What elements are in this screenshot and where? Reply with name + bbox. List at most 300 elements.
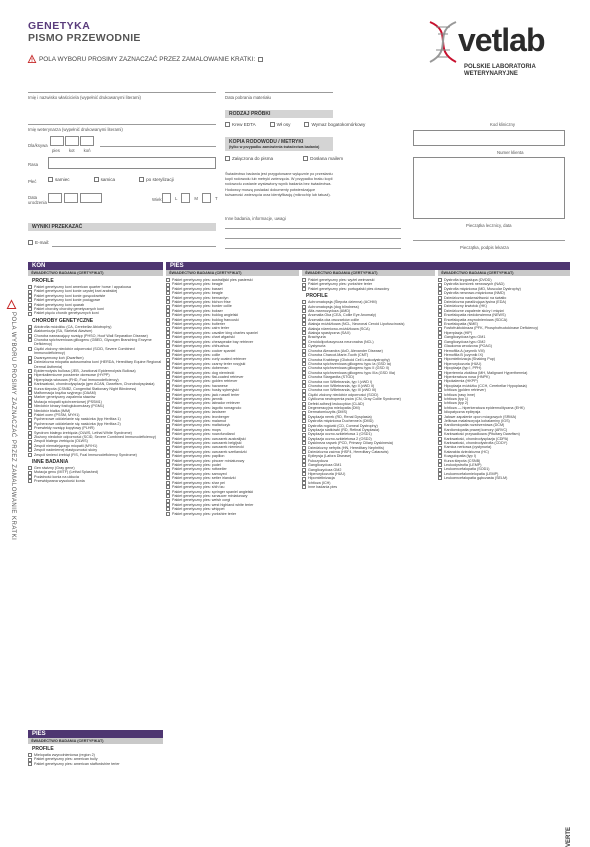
result-email-option[interactable]: E-mail: (28, 240, 49, 245)
test-item-label: Pakiet genetyczny pies: buldog angielski (172, 313, 239, 318)
test-item-label: Ichtioza — hiperkeratoza epidermolityczna (EHK) (444, 405, 525, 410)
test-item[interactable] (28, 338, 163, 347)
checkbox-icon[interactable] (48, 177, 53, 182)
pet-name-line[interactable] (100, 146, 216, 147)
clinic-code-label: Kod kliniczny (490, 122, 516, 127)
dog-bottom-header: PIES (28, 730, 163, 738)
test-item-label: Pakiet genetyczny pies: beagle (172, 291, 223, 296)
dog-column-2 (302, 270, 435, 830)
test-item[interactable] (28, 360, 163, 369)
test-item-label: Malformacja krążka szyjnego (OAAM) (34, 390, 96, 395)
form-subtitle: PISMO PRZEWODNIE (28, 32, 141, 44)
test-item-label: Pakiet genetyczny pies: american staffordshire terier (34, 761, 120, 766)
test-item-label: Hipomielinizacja (Shaking Pup) (444, 357, 496, 362)
test-item-label: Pakiet genetyczny pies: wyżeł weimarski (308, 278, 375, 282)
result-delivery-header: WYNIKI PRZEKAZAĆ (28, 223, 216, 231)
test-item-label: Pakiet genetyczny pies: yorkshire terier (172, 511, 237, 516)
test-item-label: Pakiet genetyczny pies: jamnik (172, 396, 223, 401)
test-item-label: Hemofilia A (czynnik VIII) (444, 348, 485, 353)
test-item[interactable] (302, 485, 435, 489)
test-item-label: Pakiet genetyczny pies: buldog francuski (172, 317, 239, 322)
test-item-label: Hipokalemia (HKPP) (444, 379, 478, 384)
sample-type-options (225, 122, 365, 127)
test-item-label: Dysplazja oczno-szkieletowa 1 (OSD1) (308, 432, 372, 437)
horse-other-heading: INNE BADANIA (32, 459, 69, 466)
test-item-label: Kurza ślepota (CSNB) (444, 458, 481, 463)
test-item-label: Dziedziczny krwiotok (HK) (444, 304, 487, 309)
test-item-label: Pakiet genetyczny pies: jack russell terier (172, 392, 240, 397)
test-item-label: Kardiomiopatia rozstrzeniowa (DCM) (444, 423, 505, 428)
sex-male-option[interactable]: samiec (48, 177, 70, 182)
owner-name-label: Imię i nazwisko właściciela (wypełnić drukowanymi literami) (28, 95, 141, 100)
test-item-label: Kamica nerkowa (cystynuria) (444, 445, 492, 450)
test-item-label: Encefalopatia niedokrwienna (NEWS) (444, 313, 506, 318)
test-item-label: Pakiet genetyczny pies: maltańczyk (172, 423, 231, 428)
test-item-label: Pakiet choroby choroby genetycznych koni (34, 307, 104, 312)
dob-boxes[interactable] (48, 193, 102, 203)
dog-bottom-list (28, 753, 163, 766)
test-item-label: Pakiet genetyczny pies: american bully (34, 757, 98, 762)
vet-name-line[interactable] (28, 124, 216, 125)
dna-helix-icon (424, 20, 462, 64)
test-item-label: Dziedziczna nadwrażliwość na światło (444, 295, 507, 300)
test-item-label: Choroba spichrzeniowa glikogenu typu Ia (GSD Ia) (308, 361, 392, 366)
pedigree-copy-header: KOPIA RODOWODU / METRYKI (tylko w przypadku zamówienia świadectwa badania) (225, 137, 333, 151)
dog-col2-list (302, 300, 435, 489)
test-item-label: Przewidywana wysokość konia (34, 479, 85, 484)
form-title: GENETYKA (28, 20, 91, 32)
test-item-label: Karłowatość, chondrodysplazja (CDPA) (444, 436, 509, 441)
test-item-label: Ichtioza (golden retriever) (444, 388, 486, 393)
test-item-label: Ciężki złożony niedobór odporności (SCID) (308, 392, 379, 397)
checkbox-icon[interactable] (28, 360, 32, 364)
vertical-instruction (7, 300, 17, 680)
sample-checkbox-icon (258, 57, 263, 62)
test-item-label: Dziedziczna zaćma (HSF4, Hereditary Cataracts) (308, 450, 389, 455)
test-item-label: Gen siwizny (Gray gene) (34, 466, 75, 471)
test-item[interactable] (438, 476, 570, 480)
test-item-label: Dystrofia nerwowo-mięśniowa (NMD) (444, 291, 505, 296)
test-item-label: Pakiet genetyczny koni konie pociągowe (34, 298, 101, 303)
test-item-label: Choroba spichrzeniowa glikogenu typu IIIa (GSD IIIa) (308, 370, 396, 375)
test-item-label: Ceroidolipofuscynoza neuronalna (NCL) (308, 339, 374, 344)
test-item-label: Pakiet genetyczny pies: curly coated retriever (172, 357, 247, 362)
checkbox-icon[interactable] (28, 762, 32, 766)
test-item-label: Inne badania pies (308, 485, 338, 490)
test-item-label: Mielopatia zwyrodnieniowa (region 2) (34, 753, 95, 757)
test-item-label: Alfa-mannozydoza (AMD) (308, 309, 351, 314)
test-item[interactable] (28, 311, 163, 315)
test-item-label: Hiperurykozuria (HUU) (444, 361, 482, 366)
sample-edta-option[interactable]: Krew EDTA (225, 122, 256, 127)
checkbox-icon[interactable] (28, 240, 33, 245)
test-item-label: Pakiet genetyczny pies: bokser (172, 308, 223, 313)
age-boxes[interactable]: L M T (162, 193, 218, 203)
test-item-label: Pakiet genetyczny pies: whippet (172, 507, 225, 512)
test-item-label: Złożony niedobór odporności (SCID, Severe Combined Immunodeficiency) (34, 435, 156, 439)
brand-wordmark: vetlab (458, 22, 545, 58)
test-item-label: Pakiet genetyczny pies: owczarek australijski (172, 436, 246, 441)
test-item-label: Hemofilia B (czynnik IX) (444, 352, 484, 357)
test-item-label: Hiperplazja (HIP) (444, 330, 473, 335)
test-item-label: Defekt adhezji leukocytów (CLAD) (308, 401, 364, 406)
checkbox-icon[interactable] (94, 177, 99, 182)
test-item-label: Choroba von Willebranda, typ II (vWD II) (308, 383, 375, 388)
client-number-label: Numer klienta (497, 150, 524, 155)
test-item-label: Pakiet genetyczny pies: landseer (172, 410, 226, 415)
breed-label: Rasa (28, 162, 39, 167)
test-item-label: Choroba spichrzeniowa glikogenu (GBED, Glycogen Branching Enzyme Deficiency) (34, 338, 152, 347)
clinic-stamp-field[interactable] (413, 157, 565, 219)
checkbox-icon[interactable] (28, 347, 32, 351)
test-item-label: Pakiet genetyczny koni quarab (34, 302, 85, 307)
test-item-label: Pakiet genetyczny pies: chesapeake bay retriever (172, 339, 254, 344)
test-item-label: Pakiet genetyczny pies: malamut (172, 419, 226, 423)
test-item-label: Hiperplazja włosowa (FHD, Foal Immunodeficiency) (34, 377, 119, 382)
test-item-label: Gangliozydoza GM1 (308, 463, 342, 468)
test-item-label: Leukoencefalopatia (SOD1) (444, 467, 490, 472)
pedigree-copy-options (225, 156, 343, 161)
test-item-label: Alaktomiozja (SA, Skeletal Atavism) (34, 329, 93, 334)
test-item-label: Choroba Charcot-Marie-Tooth (CMT) (308, 353, 369, 358)
age-box-3[interactable] (202, 193, 211, 203)
test-item-label: Karłowatość przysadkowa (Pituitary Dwarfism) (444, 432, 520, 437)
pet-name-boxes[interactable] (50, 136, 94, 146)
checkbox-icon[interactable] (304, 122, 309, 127)
test-item-label: Choroba von Willebranda, typ I (vWD I) (308, 379, 373, 384)
checkbox-icon[interactable] (270, 122, 275, 127)
test-item-label: Pakiet genetyczny pies: shih tzu (172, 485, 225, 490)
horse-profiles-list (28, 285, 163, 316)
test-item-label: Abiotrofia móżdżku (CA, Cerebellar Abiotrophy) (34, 324, 112, 329)
checkbox-icon[interactable] (166, 512, 170, 516)
test-item-label: Pakiet genetyczny pies: basset (172, 286, 223, 291)
checkbox-icon[interactable] (225, 156, 230, 161)
clinic-stamp-label: Pieczątka lecznicy, data (466, 223, 512, 228)
test-item-label: Pakiet genetyczny pies: bernardyn (172, 295, 229, 300)
dog-col2-top-list (302, 278, 435, 291)
sex-neutered-option[interactable]: po sterylizacji (139, 177, 174, 182)
test-item-label: Dziedziczny nefrytis (HN, Hereditary Nephritis) (308, 445, 385, 450)
test-item-label: Achromatopsja (Ślepota dzienna) (ACHM) (308, 300, 377, 305)
test-item-label: Zespół niemalejącego miopatii (MYH1) (34, 443, 98, 448)
test-item[interactable] (28, 347, 163, 356)
checkbox-icon[interactable] (302, 287, 306, 291)
test-item-label: Dystrofia mięśniowa Duchenne'a (DMD) (308, 419, 374, 424)
test-item-label: Dwarsyzmowy koń (Dwarfism) (34, 355, 84, 360)
test-item-label: Pakiet genetyczny pies: chart afgański (172, 335, 235, 340)
test-item-label: Pakiet genetyczny pies: beagle (172, 282, 223, 287)
test-item-label: Jałowe zapalenie opon mózgowych (SRMA) (444, 414, 517, 419)
test-item-label: Pakiet genetyczny pies: australijski pies pasterski (172, 278, 253, 282)
checkbox-icon[interactable] (28, 338, 32, 342)
info-line-1[interactable] (225, 228, 401, 229)
clinic-code-field[interactable] (413, 130, 565, 146)
test-item-label: Hipertermia złośliwa (MH, Malignant Hyperthermia) (444, 370, 528, 375)
test-item-label: Hipoplazja móżdżku (CCH, Cerebellar Hypoplasia) (444, 383, 527, 388)
test-item-label: Dystrofia kręgosłupa (DVDD) (444, 278, 492, 282)
dob-label: Data urodzenia (28, 195, 47, 205)
test-item-label: Pakiet genetyczny pies: pinczer miniaturowy (172, 458, 245, 463)
test-item-label: Pakiet genetyczny pies: czarny terier rosyjski (172, 361, 246, 366)
test-item-label: Katarakta dziedziczna (HC) (444, 449, 489, 454)
test-item-label: Pęcherzowe oddzielanie się naskórka (typ Herlitza 1) (34, 417, 121, 422)
dog-column-1 (166, 270, 299, 830)
test-item-label: Glaukoma wrodzona (POAG) (444, 344, 492, 349)
dog-col3-certificate-header: ŚWIADECTWO BADANIA (CERTYFIKAT) (438, 270, 570, 276)
checkbox-icon[interactable] (438, 476, 442, 480)
test-item-label: Pakiet genetyczny pies: bulterier (172, 322, 226, 327)
sample-type-header: RODZAJ PRÓBKI (225, 110, 333, 118)
info-label: Inne badania, informacje, uwagi (225, 216, 286, 221)
test-item-label: Gangliozydoza GM2 (308, 467, 342, 472)
test-item-label: Kardiomiopatia prawej komory (ARVC) (444, 427, 508, 432)
dog-col3-list (438, 278, 570, 481)
test-item-label: Choroba nawracający rozstęp (PHSO, Hoof Wall Separation Disease) (34, 333, 148, 338)
test-item-label: Choroba Krabbego (Globoid Cell Leukodystrophy) (308, 357, 390, 362)
test-item-label: Pakiet genetyczny pies: lagotto romagnolo (172, 405, 242, 410)
horse-diseases-heading: CHOROBY GENETYCZNE (32, 317, 94, 324)
test-item-label: Pakiet genetyczny koni konie czystej krwi arabskiej (34, 289, 118, 294)
test-item[interactable] (28, 762, 163, 766)
test-item-label: Epidermolysis bullosa (JEB, Junctional Epidermolysis Bullosa) (34, 368, 136, 373)
age-label: Wiek (152, 197, 162, 202)
warning-icon (7, 300, 16, 309)
dog-bottom-column (28, 730, 163, 830)
dog-col1-certificate-header: ŚWIADECTWO BADANIA (CERTYFIKAT) (166, 270, 299, 276)
test-item-label: Ciężki złożony niedobór odporności (SCID, Severe Combined Immunodeficiency) (34, 346, 135, 356)
test-item-label: Podatność konia na ukłucia (34, 474, 79, 479)
test-item-label: Hipoplazja (typ I, PPH) (444, 366, 482, 371)
test-item-label: Pakiet genetyczny pies: flat-coated retriever (172, 374, 244, 379)
test-item-label: Pakiet genetyczny pies: shar pei (172, 480, 225, 485)
dog-bottom-certificate-header: ŚWIADECTWO BADANIA (CERTYFIKAT) (28, 738, 163, 744)
brand-tagline-1: POLSKIE LABORATORIA (464, 64, 536, 70)
test-item-label: Gangliozydoza typu GM1 (444, 335, 486, 340)
sample-swab-option[interactable]: Wymaz bogatokomórkowy (304, 122, 365, 127)
test-item-label: Pakiet genetyczny pies: welsh corgi (172, 498, 231, 503)
test-item-label: Pakiet genetyczny koni american quarter horse / appaloosa (34, 285, 131, 289)
warning-icon (28, 55, 36, 63)
sample-hair-option[interactable]: Wł osy (270, 122, 291, 127)
horse-other-list (28, 466, 163, 484)
email-line[interactable] (52, 246, 216, 247)
test-item-label: Kurza ślepota (CSNB2, Congenital Stationary Night Blindness) (34, 386, 137, 391)
test-item-label: Hiperurykozuria (HUU) (308, 472, 346, 477)
signature-line[interactable] (413, 240, 565, 241)
test-item-label: Zespół białego źrebięcia (OLWS) (34, 439, 88, 444)
test-item-label: Choroba von Willebranda, typ III (vWD III) (308, 388, 377, 393)
test-item-label: Cykliczna neutropenia psów (CN, Gray Collie Syndrome) (308, 397, 401, 402)
test-item-label: Pakiet genetyczny pies: papillon (172, 454, 225, 459)
test-item-label: Pakiet genetyczny pies: setter irlandzki (172, 476, 236, 481)
test-item-label: Encefalopatia zwyrodnieniowa (SDCA) (444, 317, 508, 322)
test-item-label: Pakiet genetyczny pies: dog niemiecki (172, 370, 235, 375)
dog-col2-certificate-header: ŚWIADECTWO BADANIA (CERTYFIKAT) (302, 270, 435, 276)
test-item-label: Ichtioza (rasy inne) (444, 392, 476, 397)
dob-month-box[interactable] (64, 193, 78, 203)
test-item-label: Niedobór białka (IMM) (34, 408, 71, 413)
test-item-label: Przewlekły rozstęp kopytowy (PLHR) (34, 426, 95, 431)
test-item-label: Ataksja rdzeniowo-móżdżkowa (SCA) (308, 326, 370, 331)
test-item-label: Encefalopatia (NME) (444, 322, 479, 327)
test-item-label: Dysplazja oczno-szkieletowa 2 (OSD2) (308, 436, 372, 441)
sample-date-line[interactable] (225, 92, 333, 93)
horse-certificate-header: ŚWIADECTWO BADANIA (CERTYFIKAT) (28, 270, 163, 276)
test-item-label: Marker genetyczny zapalenia stawów (34, 395, 96, 400)
horse-column (28, 262, 163, 727)
test-item-label: Cystynuria (308, 344, 326, 349)
test-item-label: Fukozydoza (308, 458, 328, 463)
verte-label: VERTE (566, 827, 572, 847)
test-item-label: Epilepsja (Lafora Disease) (308, 454, 352, 459)
test-item-label: Ichtioza (typ 2) (444, 401, 469, 406)
checkbox-icon[interactable] (225, 122, 230, 127)
test-item-label: Ichtioza (ICH) (308, 480, 331, 485)
test-item-label: Karłowatość, chondrodysplazja (gen ACAN, Dwarfism, Chondrodysplasia) (34, 382, 155, 387)
test-item-label: Leukodystrofia (LEMP) (444, 463, 482, 468)
test-item-label: Mutacja miopatii spichrzeniowej (PSSM1) (34, 399, 102, 404)
test-item-label: Hiperkaliemiczne porażenie okresowe (HYPP) (34, 373, 110, 378)
dog-col2-profiles-heading: PROFILE (306, 293, 328, 300)
test-item-label: Pakiet genetyczny pies: havanese (172, 383, 228, 388)
info-line-3[interactable] (225, 248, 401, 249)
dog-col1-list (166, 278, 299, 516)
sex-label: Płeć (28, 179, 37, 184)
test-item-label: Choroba Alexandra (AxD, Alexander Disease) (308, 348, 383, 353)
test-item-label: Leukoencefalomielopatia (LEMP) (444, 471, 499, 476)
test-item-label: Pakiet genetyczny pies: labrador retriever (172, 401, 240, 406)
pet-name-label: Dla/ksywa (28, 143, 48, 148)
sample-date-label: Data pobrania materiału (225, 95, 271, 100)
test-item-label: Dysplazja siatkówki (RD, Retinal Dysplasia) (308, 428, 380, 432)
test-item-label: Dystrofia mięśniowa (MD, Muscular Dystrophy) (444, 286, 521, 291)
checkbox-icon[interactable] (303, 156, 308, 161)
sex-female-option[interactable]: samica (94, 177, 116, 182)
test-item-label: Anomalia oka owczarków collie (308, 317, 360, 322)
vertical-instruction-text: POLA WYBORU PROSIMY ZAZNACZAĆ PRZEZ ZAMALOWANIE KRATKI (10, 312, 16, 541)
test-item-label: Pakiet genetyczny pies: yorkshire terier (308, 282, 373, 287)
checkbox-icon[interactable] (28, 479, 32, 483)
test-item-label: Koagulopatia (typ I) (444, 454, 476, 459)
checkbox-icon[interactable] (302, 485, 306, 489)
pet-species-dog-box[interactable] (50, 136, 64, 146)
test-item-label: Pakiet genetyczny pies: mops (172, 427, 221, 432)
test-item-label: Ataksja móżdżkowa (NCL, Neuronal Ceroid Lipofuscinosis) (308, 322, 405, 327)
checkbox-icon[interactable] (28, 312, 32, 316)
vet-name-label: Imię weterynarza (wypełnić drukowanymi literami) (28, 127, 123, 132)
test-item-label: Choroba Stargardta (STGD) (308, 375, 355, 380)
test-item-label: Dysplazja nerek (RD, Renal Dysplasia) (308, 414, 372, 419)
test-item-label: Pakiet genetyczny pies: border collie (172, 304, 232, 309)
test-item-label: Idiopatyczna epilepsja (444, 410, 481, 415)
pet-species-labels: pies kot koń (52, 148, 91, 153)
test-item[interactable] (302, 287, 435, 291)
pedigree-email-option[interactable]: Dosłana mailem (303, 156, 343, 161)
test-item-label: Pakiet genetyczny pies: springer spaniel angielski (172, 489, 254, 494)
test-item-label: Zespół nadmiernej elastyczności skóry (34, 448, 98, 453)
test-item-label: Dziedziczne zapalenie skóry i mięśni (444, 308, 505, 313)
breed-field[interactable] (48, 157, 216, 169)
test-item[interactable] (166, 512, 299, 516)
dog-bottom-profiles-heading: PROFILE (32, 746, 54, 752)
test-item-label: Dermatomiozytis (DMS) (308, 410, 348, 415)
fill-warning (28, 55, 263, 63)
test-item-label: Dystrofia rogówki (CD, Corneal Dystrophy) (308, 423, 378, 428)
test-item-label: Pakiet genetyczny pies: cocker spaniel (172, 348, 236, 353)
pet-species-horse-box[interactable] (80, 136, 94, 146)
test-item-label: Pakiet genetyczny pies: husky syberyjski (172, 388, 239, 393)
dob-year-box[interactable] (80, 193, 102, 203)
test-item-label: Pakiet genetyczny pies: collie (172, 352, 221, 357)
test-item-label: Ichtioza (typ 1) (444, 396, 469, 401)
test-item[interactable] (28, 453, 163, 457)
test-item-label: Mutacja genu (MITF) (Lethal Splashed) (34, 470, 99, 475)
test-item-label: Leukoencefalopatia gąbczasta (SELM) (444, 476, 508, 481)
test-item-label: Dyskineza rzęsek (PCD, Primary Ciliary Dyskinesia) (308, 441, 394, 446)
test-item-label: Pakiet genetyczny pies: nowofundland (172, 432, 235, 437)
owner-name-line[interactable] (28, 92, 216, 93)
horse-profiles-heading: PROFILE (32, 278, 54, 284)
test-item-label: Pakiet genetyczny pies: bichon frise (172, 300, 231, 305)
brand-tagline-2: WETERYNARYJNE (464, 71, 518, 77)
info-line-2[interactable] (225, 238, 401, 239)
age-box-2[interactable] (181, 193, 190, 203)
test-item-label: Syndrom białego źrebięcia (OLWS, Lethal White Syndrome) (34, 430, 132, 435)
pedigree-attached-option[interactable]: Załączona do pisma (225, 156, 273, 161)
test-item-label: Pakiet genetyczny pies: leonberger (172, 414, 230, 419)
age-box-1[interactable] (162, 193, 171, 203)
test-item-label: Pakiet genetyczny pies: portugalski pies dowodny (308, 286, 390, 291)
test-item-label: Pakiet genetyczny pies: rottweiler (172, 467, 227, 472)
test-item-label: Degeneracyjna mielopatia (DM) (308, 405, 360, 410)
test-item-label: Niedobór kinazy fosfoglukomutazy (PGM1) (34, 404, 105, 409)
test-item-label: Karłowatość, chondrodystrofia (CDDY) (444, 441, 508, 446)
dob-day-box[interactable] (48, 193, 62, 203)
test-item-label: Fosfofruktokinaza (PFK, Phosphofructokinase Deficiency) (444, 326, 539, 331)
test-item-label: Pakiet genetyczny pies: pudel (172, 463, 221, 468)
checkbox-icon[interactable] (139, 177, 144, 182)
test-item-label: Pakiet genetyczny pies: cairn terier (172, 326, 230, 331)
test-item-label: Achromatopsja (dog blindness) (308, 304, 359, 309)
test-item-label: Ataksja spastyczna (SAX) (308, 331, 351, 336)
pet-species-cat-box[interactable] (65, 136, 79, 146)
test-item-label: Pakiet genetyczny koni konie gorącokrwiste (34, 293, 106, 298)
horse-section-header: KOŃ (28, 262, 163, 270)
dog-section-header: PIES (166, 262, 570, 270)
test-item-label: Anomalia Oka (CEA, Collie Eye Anomaly) (308, 313, 377, 318)
certificate-note: Świadectwo badania jest przygotowane wyłącznie po przesłaniu kopii rodowodu lub metryki zwierzęcia. W przypadku braku kopii rodowodu zostanie wystawiony wynik badania bez świadectwa. Hodowcy muszą posiadać dokumenty potwierdzające tożsamość zwierzęcia oraz identyfikację (mikrochip lub tatuaż). (225, 172, 333, 197)
signature-label: Pieczątka, podpis lekarza (460, 245, 509, 250)
warning-text: POLA WYBORU PROSIMY ZAZNACZAĆ PRZEZ ZAMALOWANIE KRATKI: (39, 55, 256, 63)
test-item-label: Dziedziczna paraliżująca łysina (EDA) (444, 300, 507, 305)
test-item-label: Pęcherzowe oddzielanie się naskórka (typ Herlitza 2) (34, 421, 121, 426)
test-item-label: Hiperkeratoza nosa (HNPK) (444, 374, 490, 379)
test-item-label: Brachyuria (308, 335, 326, 340)
test-item-label: Dystrofia komórek nerwowych (NAD) (444, 282, 505, 287)
test-item-label: Dziedziczna miopatia autosomalna koni (HERDA, Hereditary Equine Regional Dermal Asthenia) (34, 360, 162, 369)
test-item-label: Jelitowa malabsorpcja kobalaminy (IGS) (444, 419, 510, 423)
test-item-label: Pakiet genetyczny pies: sznaucer miniaturowy (172, 493, 248, 498)
checkbox-icon[interactable] (28, 453, 32, 457)
test-item-label: Pakiet genetyczny pies: cavalier king charles spaniel (172, 330, 258, 335)
test-item-label: Pakiet pięciu chorób genetycznych koni (34, 311, 99, 316)
test-item-label: Pakiet genetyczny pies: owczarek niemiecki (172, 445, 244, 450)
test-item-label: Pakiet genetyczny pies: doberman (172, 366, 229, 371)
horse-diseases-list (28, 325, 163, 457)
test-item[interactable] (28, 479, 163, 483)
test-item-label: Pakiet genetyczny pies: owczarek belgijski (172, 441, 242, 446)
